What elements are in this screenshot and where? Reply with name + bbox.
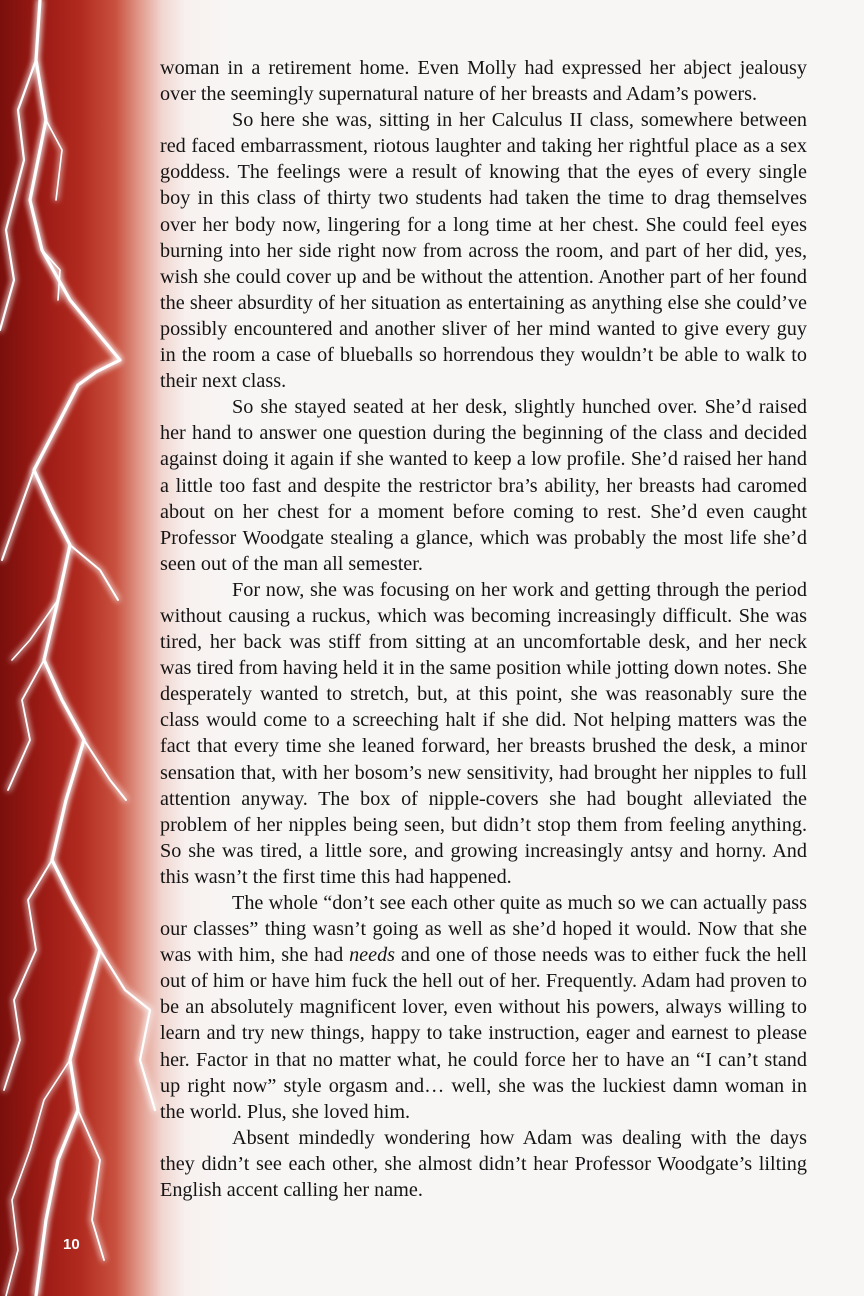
paragraph: Absent mindedly wondering how Adam was dealing with the days they didn’t see each other, she almost didn’t hear Professor Woodgate’s lilting English accent calling her name. [160, 1126, 807, 1202]
emphasis-text: needs [349, 944, 396, 967]
paragraph: woman in a retirement home. Even Molly had expressed her abject jealousy over the seemingly supernatural nature of her breasts and Adam’s powers. [160, 57, 807, 106]
paragraph [160, 890, 807, 1125]
paragraph-text: The whole “don’t see each other quite as much so we can actually pass our classes” thing wasn’t going as well as she’d hoped it would. Now that she was with him, she had [160, 892, 807, 967]
page-number: 10 [63, 1236, 80, 1253]
paragraph: So she stayed seated at her desk, slightly hunched over. She’d raised her hand to answer one question during the beginning of the class and decided against doing it again if she wanted to keep a low profile. She’d raised her hand a little too fast and despite the restrictor bra’s ability, her breasts had caromed about on her chest for a moment before coming to rest. She’d even caught Professor Woodgate stealing a glance, which was probably the most life she’d seen out of the man all semester. [160, 396, 807, 575]
paragraph: So here she was, sitting in her Calculus II class, somewhere between red faced embarrassment, riotous laughter and taking her rightful place as a sex goddess. The feelings were a result of knowing that the eyes of every single boy in this class of thirty two students had taken the time to drag themselves over her body now, lingering for a long time at her chest. She could feel eyes burning into her side right now from across the room, and part of her did, yes, wish she could cover up and be without the attention. Another part of her found the sheer absurdity of her situation as entertaining as anything else she could’ve possibly encountered and another sliver of her mind wanted to give every guy in the room a case of blueballs so horrendous they wouldn’t be able to walk to their next class. [160, 109, 807, 393]
paragraph: For now, she was focusing on her work and getting through the period without causing a ruckus, which was becoming increasingly difficult. She was tired, her back was stiff from sitting at an uncomfortable desk, and her neck was tired from having held it in the same position while jotting down notes. She desperately wanted to stretch, but, at this point, she was reasonably sure the class would come to a screeching halt if she did. Not helping matters was the fact that every time she leaned forward, her breasts brushed the desk, a minor sensation that, with her bosom’s new sensitivity, had brought her nipples to full attention anyway. The box of nipple-covers she had bought alleviated the problem of her nipples being seen, but didn’t stop them from feeling anything. So she was tired, a little sore, and growing increasingly antsy and horny. And this wasn’t the first time this had happened. [160, 578, 807, 888]
paragraph-text: and one of those needs was to either fuck the hell out of him or have him fuck the hell out of her. Frequently. Adam had proven to be an absolutely magnificent lover, even without his powers, always willing to learn and try new things, happy to take instruction, eager and earnest to please her. Factor in that no matter what, he could force her to have an “I can’t stand up right now” style orgasm and… well, she was the luckiest damn woman in the world. Plus, she loved him. [160, 944, 808, 1123]
body-text [160, 55, 807, 1203]
